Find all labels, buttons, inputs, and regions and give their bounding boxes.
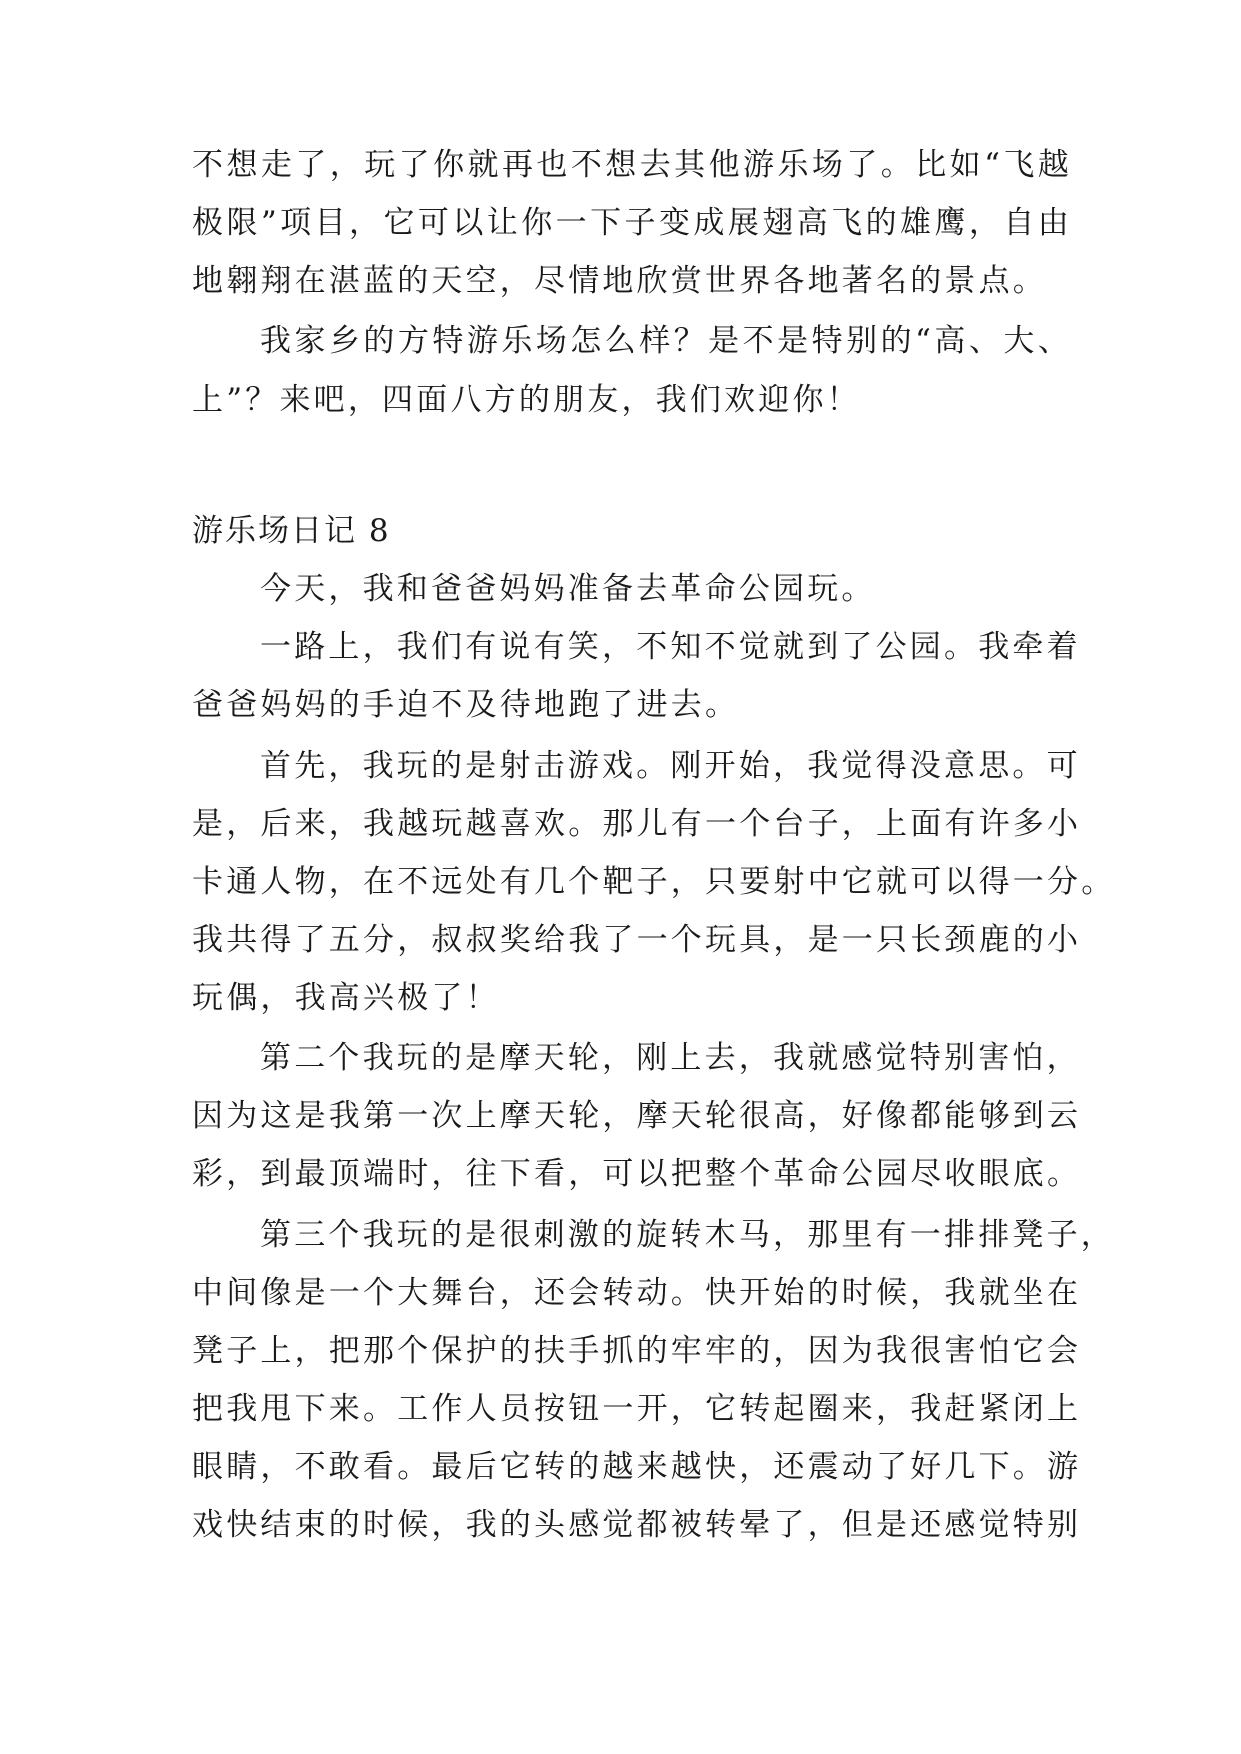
text-line: 不想走了，玩了你就再也不想去其他游乐场了。比如“飞越: [192, 147, 1072, 183]
text-line: 把我甩下来。工作人员按钮一开，它转起圈来，我赶紧闭上: [192, 1391, 1082, 1427]
text-line: 凳子上，把那个保护的扶手抓的牢牢的，因为我很害怕它会: [192, 1333, 1082, 1369]
text-line: 我共得了五分，叔叔奖给我了一个玩具，是一只长颈鹿的小: [192, 922, 1082, 958]
text-line: 第三个我玩的是很刺激的旋转木马，那里有一排排凳子，: [260, 1217, 1115, 1253]
text-line: 极限”项目，它可以让你一下子变成展翅高飞的雄鹰，自由: [192, 205, 1072, 241]
text-line: 因为这是我第一次上摩天轮，摩天轮很高，好像都能够到云: [192, 1098, 1082, 1134]
text-line: 第二个我玩的是摩天轮，刚上去，我就感觉特别害怕，: [260, 1040, 1081, 1076]
text-line: 彩，到最顶端时，往下看，可以把整个革命公园尽收眼底。: [192, 1156, 1082, 1192]
text-line: 中间像是一个大舞台，还会转动。快开始的时候，我就坐在: [192, 1275, 1082, 1311]
text-line: 是，后来，我越玩越喜欢。那儿有一个台子，上面有许多小: [192, 806, 1082, 842]
text-line: 爸爸妈妈的手迫不及待地跑了进去。: [192, 687, 740, 723]
text-line: 卡通人物，在不远处有几个靶子，只要射中它就可以得一分。: [192, 864, 1116, 900]
text-line: 上”？来吧，四面八方的朋友，我们欢迎你！: [192, 382, 861, 418]
diary-title: 游乐场日记 8: [192, 513, 391, 549]
text-line: 我家乡的方特游乐场怎么样？是不是特别的“高、大、: [260, 323, 1072, 359]
text-line: 首先，我玩的是射击游戏。刚开始，我觉得没意思。可: [260, 748, 1081, 784]
text-line: 一路上，我们有说有笑，不知不觉就到了公园。我牵着: [260, 629, 1081, 665]
text-line: 地翱翔在湛蓝的天空，尽情地欣赏世界各地著名的景点。: [192, 263, 1047, 299]
text-line: 眼睛，不敢看。最后它转的越来越快，还震动了好几下。游: [192, 1449, 1082, 1485]
text-line: 玩偶，我高兴极了！: [192, 980, 500, 1016]
text-line: 戏快结束的时候，我的头感觉都被转晕了，但是还感觉特别: [192, 1507, 1082, 1543]
text-line: 今天，我和爸爸妈妈准备去革命公园玩。: [260, 571, 876, 607]
